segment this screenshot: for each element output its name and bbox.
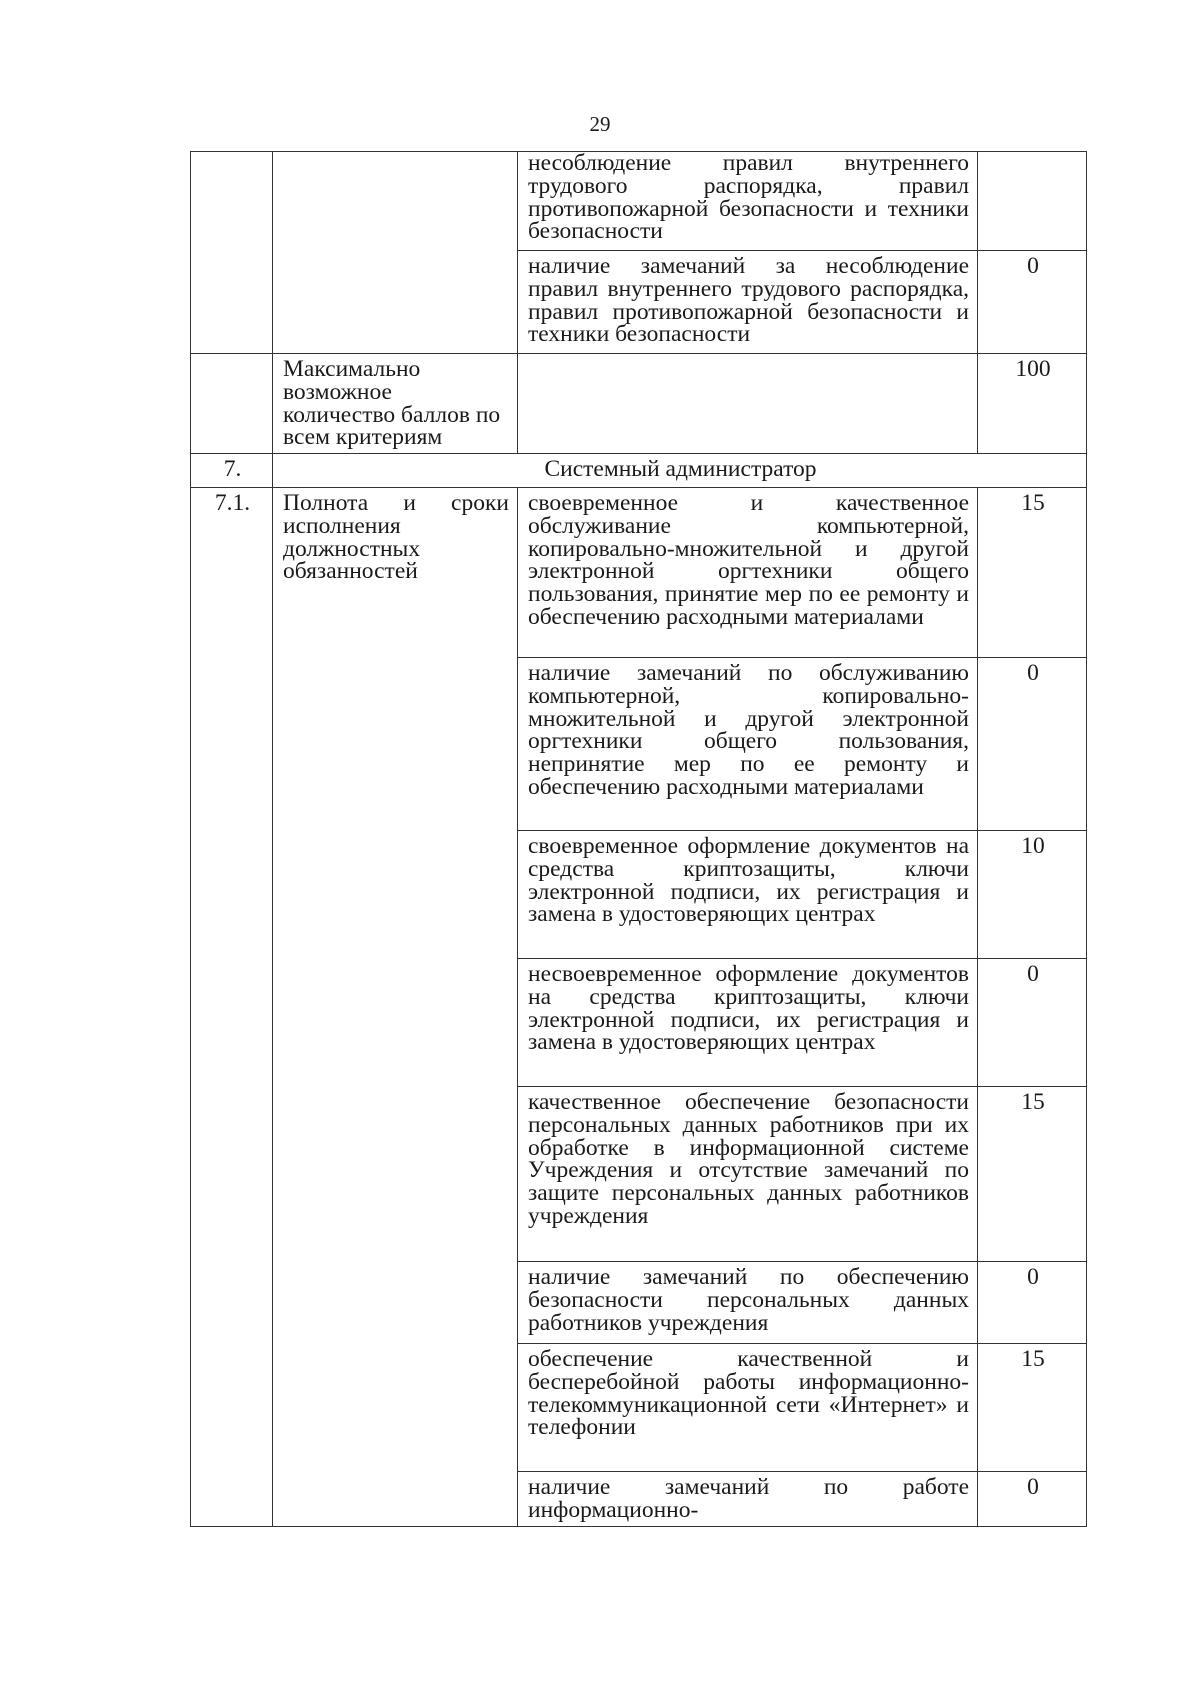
criterion-cell [273,152,518,354]
indicator-cell: своевременное оформление документов на средства криптозащиты, ключи электронной подписи, их регистрация и замена в удостоверяющих центрах [518,831,978,959]
indicator-cell: несвоевременное оформление документов на средства криптозащиты, ключи электронной подписи, их регистрация и замена в удостоверяющих центрах [518,959,978,1087]
points-cell [978,152,1087,251]
number-cell [191,354,273,454]
indicator-cell: обеспечение качественной и бесперебойной работы информационно-телекоммуникационной сети «Интернет» и телефонии [518,1344,978,1472]
indicator-cell: несоблюдение правил внутреннего трудового распорядка, правил противопожарной безопасности и техники безопасности [518,152,978,251]
indicator-cell: наличие замечаний за несоблюдение правил внутреннего трудового распорядка, правил противопожарной безопасности и техники безопасности [518,251,978,354]
points-cell: 0 [978,658,1087,831]
max-points-label: Максимально возможное количество баллов по всем критериям [273,354,518,454]
points-cell: 15 [978,1087,1087,1262]
indicator-cell: наличие замечаний по обслуживанию компьютерной, копировально-множительной и другой электронной оргтехники общего пользования, непринятие мер по ее ремонту и обеспечению расходными материалами [518,658,978,831]
section-title: Системный администратор [273,454,1087,488]
indicator-cell: наличие замечаний по обеспечению безопасности персональных данных работников учреждения [518,1262,978,1344]
table-row [191,488,1087,658]
section-header-row [191,454,1087,488]
points-cell: 0 [978,1262,1087,1344]
indicator-cell: наличие замечаний по работе информационно- [518,1472,978,1527]
number-cell [191,152,273,354]
indicator-cell: качественное обеспечение безопасности персональных данных работников при их обработке в информационной системе Учреждения и отсутствие замечаний по защите персональных данных работников учреждения [518,1087,978,1262]
criterion-number: 7.1. [191,488,273,1527]
points-cell: 15 [978,488,1087,658]
points-cell: 0 [978,1472,1087,1527]
indicator-cell [518,354,978,454]
indicator-cell: своевременное и качественное обслуживание компьютерной, копировально-множительной и другой электронной оргтехники общего пользования, принятие мер по ее ремонту и обеспечению расходными материалами [518,488,978,658]
points-cell: 10 [978,831,1087,959]
max-points-value: 100 [978,354,1087,454]
points-cell: 0 [978,959,1087,1087]
points-cell: 0 [978,251,1087,354]
criteria-table [190,151,1087,1527]
criterion-title: Полнота и сроки исполнения должностных обязанностей [273,488,518,1527]
page-number: 29 [589,112,611,136]
section-number: 7. [191,454,273,488]
table-row-max-points [191,354,1087,454]
points-cell: 15 [978,1344,1087,1472]
table-row [191,152,1087,251]
